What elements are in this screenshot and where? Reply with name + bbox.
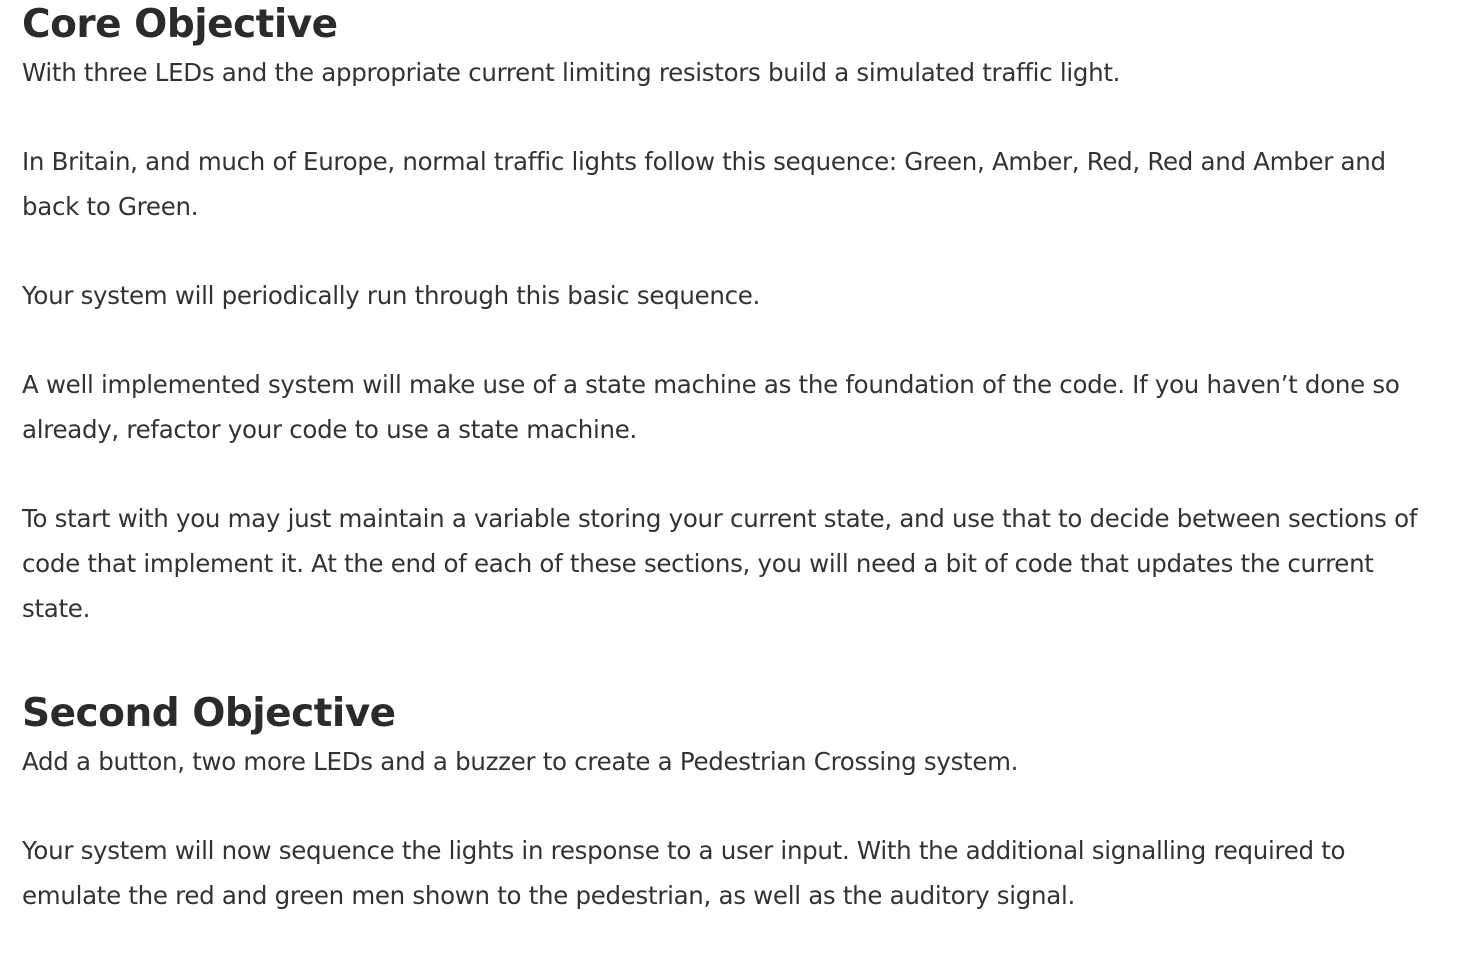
paragraph: Your system will now sequence the lights in response to a user input. With the additional signalling required to emulate the red and green men shown to the pedestrian, as well as the auditory signal.	[22, 836, 1346, 910]
paragraph: A well implemented system will make use of a state machine as the foundation of the code. If you haven’t done so already, refactor your code to use a state machine.	[22, 370, 1400, 444]
paragraph: Add a button, two more LEDs and a buzzer to create a Pedestrian Crossing system.	[22, 747, 1019, 776]
core-objective-heading: Core Objective	[22, 2, 338, 47]
paragraph: To start with you may just maintain a variable storing your current state, and use that to decide between sections of code that implement it. At the end of each of these sections, you will need a bit of code that updates the current state.	[22, 504, 1418, 623]
core-objective-section	[22, 0, 1447, 631]
paragraph: Your system will periodically run through this basic sequence.	[22, 281, 761, 310]
second-objective-section	[22, 689, 1447, 918]
document-content	[22, 0, 1447, 918]
paragraph: With three LEDs and the appropriate current limiting resistors build a simulated traffic light.	[22, 58, 1121, 87]
second-objective-heading: Second Objective	[22, 691, 396, 736]
paragraph: In Britain, and much of Europe, normal traffic lights follow this sequence: Green, Amber, Red, Red and Amber and back to Green.	[22, 147, 1386, 221]
